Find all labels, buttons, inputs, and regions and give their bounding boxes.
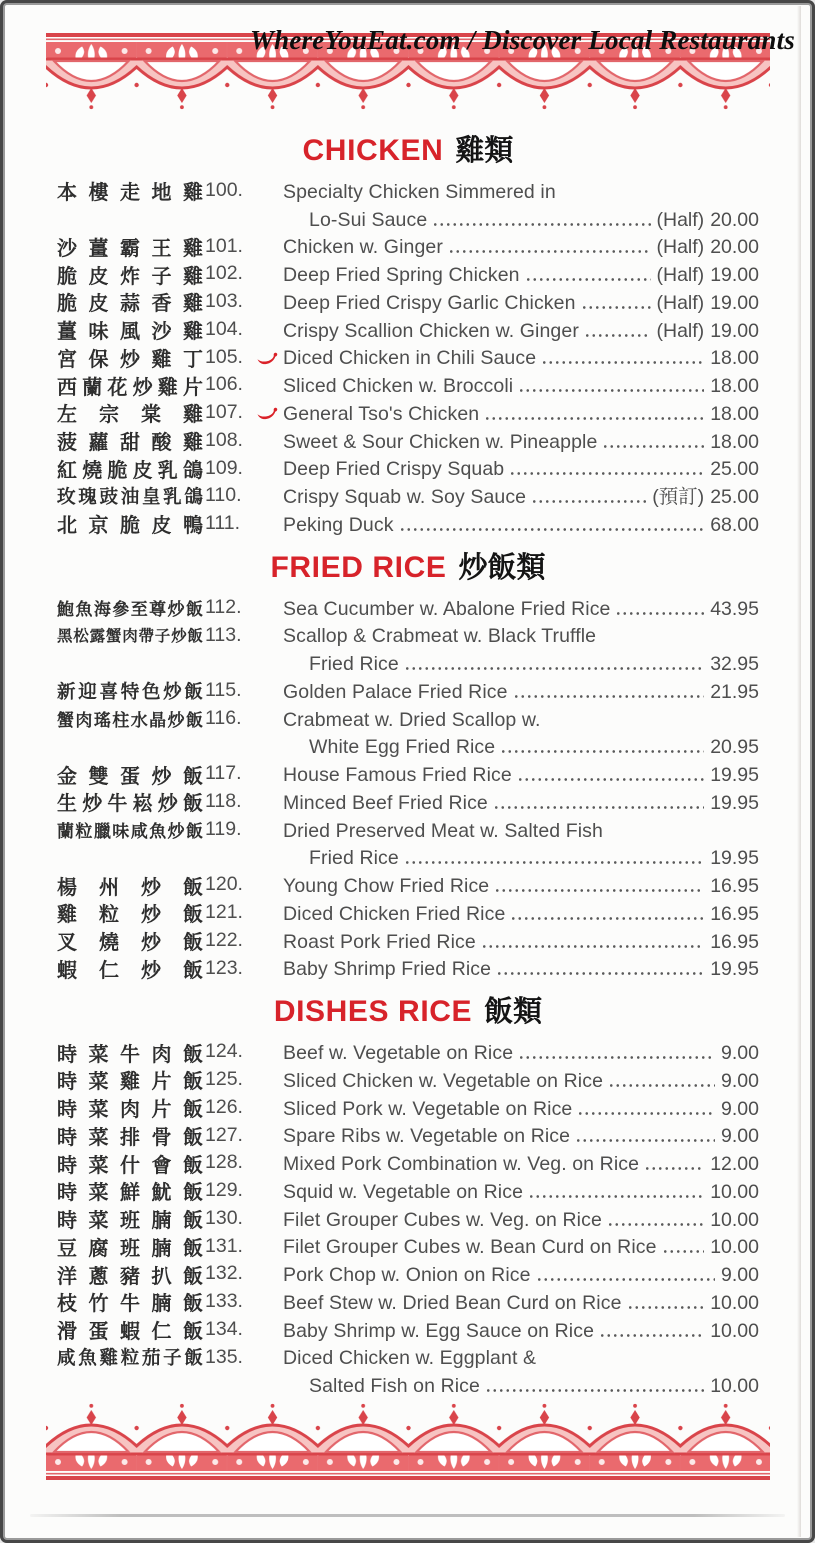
menu [57,133,759,1399]
item-name-zh: 脆 皮 炸 子 雞 [57,265,203,288]
item-name-zh: 蘭 粒 臘 味 咸 魚 炒 飯 [57,822,203,842]
section-title-zh: 炒飯類 [458,551,546,584]
dotted-leader [581,306,651,309]
item-name-zh: 叉 燒 炒 飯 [57,932,203,955]
menu-item [57,455,759,483]
dotted-leader [615,612,704,615]
item-desc: Dried Preserved Meat w. Salted Fish [283,819,603,842]
section-title [57,550,759,588]
item-desc: Baby Shrimp Fried Rice [283,958,492,981]
item-price: 19.00 [710,319,759,342]
dotted-leader [575,1139,715,1142]
item-name-zh: 玫 瑰 豉 油 皇 乳 鴿 [57,486,203,508]
item-price: 19.00 [710,291,759,314]
item-desc: Sweet & Sour Chicken w. Pineapple [283,430,598,453]
item-name-zh: 西 蘭 花 炒 雞 片 [57,376,203,399]
item-desc: Roast Pork Fried Rice [283,930,476,953]
item-note: (Half) [656,236,705,259]
dotted-leader [500,750,704,753]
item-desc: General Tso's Chicken [283,402,480,425]
menu-item [57,260,759,288]
item-price: 32.95 [710,653,759,675]
item-name-zh: 時 菜 牛 肉 飯 [57,1043,203,1066]
watermark-text: WhereYouEat.com / Discover Local Restaurants [249,25,795,55]
dotted-leader [510,917,704,920]
spice-spacer [255,1233,283,1261]
spice-spacer [255,288,283,316]
item-desc: Peking Duck [283,513,394,536]
menu-item [57,316,759,344]
item-number: 135. [205,1345,243,1368]
spice-spacer [255,233,283,261]
item-price: 18.00 [710,347,759,370]
dotted-leader [404,861,704,864]
item-number: 106. [205,373,243,396]
item-price: 20.00 [710,236,759,259]
menu-section [57,994,759,1399]
menu-item [57,677,759,705]
item-price: 9.00 [721,1264,759,1286]
dotted-leader [517,778,704,781]
item-number: 119. [205,817,242,840]
item-desc: Fried Rice [309,653,399,675]
item-name-zh: 新 迎 喜 特 色 炒 飯 [57,680,203,702]
item-price: 21.95 [710,680,759,703]
spice-spacer [255,622,283,650]
item-number: 133. [205,1290,243,1312]
item-desc: Fried Rice [309,847,399,870]
item-number: 105. [205,345,243,368]
menu-section [57,133,759,538]
menu-item [57,1038,759,1066]
item-desc: Squid w. Vegetable on Rice [283,1180,524,1203]
dotted-leader [644,1167,704,1170]
item-price: 18.00 [710,430,759,453]
dotted-leader [599,1334,704,1337]
item-desc: Crispy Scallion Chicken w. Ginger [283,319,579,342]
menu-item [57,1233,759,1261]
dotted-leader [481,945,704,948]
item-name-zh: 宮 保 炒 雞 丁 [57,348,203,371]
item-price: 19.95 [710,847,759,870]
item-note: (Half) [656,208,705,231]
item-desc: Diced Chicken in Chili Sauce [283,347,537,370]
spice-spacer [255,1316,283,1344]
dotted-leader [513,695,705,698]
item-price: 9.00 [721,1069,759,1092]
item-price: 16.95 [710,875,759,897]
item-name-zh: 楊 州 炒 飯 [57,876,203,899]
item-number: 112. [205,595,242,618]
item-name-zh: 時 菜 班 腩 飯 [57,1210,203,1233]
spice-spacer [255,760,283,788]
dotted-leader [541,361,704,364]
item-desc: Beef Stew w. Dried Bean Curd on Rice [283,1291,622,1314]
spice-spacer [255,1149,283,1177]
spice-spacer [255,455,283,483]
item-number: 101. [205,234,243,257]
item-number: 132. [205,1262,243,1285]
item-desc: Sliced Chicken w. Vegetable on Rice [283,1069,604,1092]
menu-item [57,788,759,816]
section-title-en: CHICKEN [302,134,444,167]
menu-item [57,482,759,510]
item-price: 19.95 [710,764,759,786]
item-name-zh: 滑 蛋 蝦 仁 飯 [57,1321,203,1344]
item-desc: Diced Chicken w. Eggplant & [283,1347,537,1370]
item-name-zh: 沙 薑 霸 王 雞 [57,237,203,260]
item-desc: Deep Fried Spring Chicken [283,264,520,286]
item-name-zh: 時 菜 肉 片 飯 [57,1099,203,1122]
item-desc: Baby Shrimp w. Egg Sauce on Rice [283,1319,595,1342]
item-name-zh: 薑 味 風 沙 雞 [57,321,203,344]
item-name-zh: 本 樓 走 地 雞 [57,182,203,205]
item-number: 117. [205,762,242,785]
item-desc: White Egg Fried Rice [309,736,496,759]
menu-item [57,1149,759,1177]
item-number: 116. [205,706,242,729]
menu-item [57,1094,759,1122]
dotted-leader [518,1056,715,1059]
spice-spacer [255,427,283,455]
spice-spacer [255,371,283,399]
section-title-en: DISHES RICE [273,995,473,1029]
spice-spacer [255,1205,283,1233]
menu-item [57,622,759,678]
item-number: 125. [205,1068,243,1090]
item-desc: Golden Palace Fried Rice [283,680,508,703]
item-desc: Filet Grouper Cubes w. Bean Curd on Rice [283,1236,657,1259]
item-number: 122. [205,928,243,951]
item-price: 10.00 [710,1236,759,1259]
scan-crease [797,6,801,1537]
item-price: 19.95 [710,958,759,981]
menu-item [57,1316,759,1344]
menu-item [57,1260,759,1288]
scan-shadow-line [30,1514,785,1517]
item-price: 18.00 [710,375,759,397]
section-title [57,994,759,1032]
menu-item [57,288,759,316]
item-number: 107. [205,401,243,423]
menu-item [57,955,759,983]
item-price: 25.00 [710,458,759,481]
item-price: 20.95 [710,736,759,759]
dotted-leader [485,1389,704,1392]
dotted-leader [602,445,704,448]
dotted-leader [404,667,704,670]
spice-spacer [255,510,283,538]
item-desc: Sliced Pork w. Vegetable on Rice [283,1097,573,1120]
item-price: 16.95 [710,930,759,953]
spice-spacer [255,1066,283,1094]
item-desc: Scallop & Crabmeat w. Black Truffle [283,625,597,648]
spice-spacer [255,1260,283,1288]
section-title-en: FRIED RICE [270,550,447,584]
item-note: (Half) [656,291,705,314]
dotted-leader [493,806,704,809]
spice-spacer [255,927,283,955]
dotted-leader [577,1112,715,1115]
spice-spacer [255,482,283,510]
menu-item [57,1066,759,1094]
menu-item [57,927,759,955]
menu-item [57,1122,759,1150]
item-price: 9.00 [721,1097,759,1120]
section-title-zh: 雞類 [455,135,514,167]
item-desc: Chicken w. Ginger [283,236,443,259]
spice-spacer [255,1177,283,1205]
item-name-zh: 菠 蘿 甜 酸 雞 [57,432,203,455]
spice-spacer [255,1094,283,1122]
item-number: 124. [205,1040,243,1063]
spicy-chili-icon [255,344,283,372]
item-note: (預訂) [652,486,705,508]
item-desc: Deep Fried Crispy Garlic Chicken [283,291,576,314]
item-number: 127. [205,1123,243,1146]
spice-spacer [255,788,283,816]
item-name-zh: 蝦 仁 炒 飯 [57,959,203,982]
item-price: 19.00 [710,264,759,286]
item-name-zh: 時 菜 排 骨 飯 [57,1126,203,1149]
item-name-zh: 左 宗 棠 雞 [57,404,203,427]
item-number: 129. [205,1179,243,1201]
menu-item [57,399,759,427]
menu-item [57,177,759,233]
item-number: 108. [205,428,243,451]
spice-spacer [255,316,283,344]
item-note: (Half) [656,319,705,342]
item-name-zh: 雞 粒 炒 飯 [57,904,203,927]
item-name-zh: 北 京 脆 皮 鴨 [57,515,203,538]
dotted-leader [518,389,704,392]
item-price: 20.00 [710,208,759,231]
spice-spacer [255,1122,283,1150]
item-price: 10.00 [710,1208,759,1231]
item-desc: Mixed Pork Combination w. Veg. on Rice [283,1153,640,1175]
item-name-zh: 黑 松 露 蟹 肉 帶 子 炒 飯 [57,628,203,646]
item-name-zh: 時 菜 什 會 飯 [57,1154,203,1177]
menu-item [57,344,759,372]
item-price: 16.95 [710,902,759,925]
item-price: 9.00 [721,1125,759,1148]
item-desc: Crispy Squab w. Soy Sauce [283,486,527,508]
item-number: 120. [205,873,243,896]
ornamental-border-bottom [46,1402,770,1480]
item-number: 115. [205,679,242,701]
item-desc: Diced Chicken Fried Rice [283,902,506,925]
item-desc: Minced Beef Fried Rice [283,791,488,814]
item-name-zh: 洋 蔥 豬 扒 飯 [57,1265,203,1288]
item-name-zh: 咸 魚 雞 粒 茄 子 飯 [57,1347,203,1369]
item-number: 118. [205,790,242,812]
spice-spacer [255,871,283,899]
item-name-zh: 時 菜 鮮 魷 飯 [57,1182,203,1205]
item-price: 10.00 [710,1319,759,1342]
item-desc: Crabmeat w. Dried Scallop w. [283,708,541,731]
spice-spacer [255,955,283,983]
dotted-leader [536,1278,715,1281]
spice-spacer [255,1038,283,1066]
spice-spacer [255,177,283,205]
item-desc: Specialty Chicken Simmered in [283,180,556,203]
spicy-chili-icon [255,399,283,427]
item-name-zh: 脆 皮 蒜 香 雞 [57,293,203,316]
dotted-leader [432,223,650,226]
spice-spacer [255,594,283,622]
item-number: 109. [205,456,243,479]
dotted-leader [528,1195,704,1198]
item-desc: Lo-Sui Sauce [309,208,428,231]
item-desc: Spare Ribs w. Vegetable on Rice [283,1125,571,1148]
item-number: 123. [205,956,243,979]
menu-item [57,871,759,899]
item-number: 131. [205,1234,243,1257]
dotted-leader [525,278,651,281]
menu-item [57,1344,759,1400]
item-number: 103. [205,290,243,312]
dotted-leader [662,1250,705,1253]
spice-spacer [255,260,283,288]
item-price: 9.00 [721,1042,759,1064]
item-price: 43.95 [710,597,759,620]
dotted-leader [494,889,704,892]
dotted-leader [496,972,704,975]
item-note: (Half) [656,264,705,286]
dotted-leader [608,1084,715,1087]
item-number: 113. [205,623,242,646]
item-desc: Deep Fried Crispy Squab [283,458,505,481]
item-name-zh: 生 炒 牛 崧 炒 飯 [57,793,203,816]
section-title-zh: 飯類 [484,996,543,1029]
item-desc: Sea Cucumber w. Abalone Fried Rice [283,597,611,620]
item-price: 25.00 [710,486,759,508]
spice-spacer [255,677,283,705]
menu-item [57,1205,759,1233]
dotted-leader [509,472,704,475]
item-price: 18.00 [710,402,759,425]
dotted-leader [627,1306,705,1309]
spice-spacer [255,899,283,927]
menu-item [57,594,759,622]
item-desc: Beef w. Vegetable on Rice [283,1042,514,1064]
menu-item [57,705,759,761]
item-number: 128. [205,1151,243,1174]
dotted-leader [399,528,705,531]
item-number: 100. [205,179,243,201]
dotted-leader [531,500,646,503]
spice-spacer [255,705,283,733]
dotted-leader [584,334,651,337]
item-number: 134. [205,1317,243,1340]
menu-item [57,816,759,872]
item-name-zh: 時 菜 雞 片 飯 [57,1071,203,1094]
item-name-zh: 金 雙 蛋 炒 飯 [57,765,203,788]
menu-item [57,233,759,261]
item-name-zh: 豆 腐 班 腩 飯 [57,1237,203,1260]
spice-spacer [255,816,283,844]
item-price: 68.00 [710,513,759,536]
item-desc: Sliced Chicken w. Broccoli [283,375,514,397]
item-number: 111. [205,512,241,534]
item-desc: House Famous Fried Rice [283,764,512,786]
item-name-zh: 紅 燒 脆 皮 乳 鴿 [57,459,203,482]
item-number: 126. [205,1095,243,1118]
menu-item [57,899,759,927]
spice-spacer [255,1344,283,1372]
item-number: 130. [205,1206,243,1229]
item-number: 110. [205,484,242,507]
item-price: 12.00 [710,1153,759,1175]
menu-item [57,371,759,399]
item-number: 104. [205,317,243,340]
item-price: 19.95 [710,791,759,814]
item-price: 10.00 [710,1375,759,1397]
item-price: 10.00 [710,1291,759,1314]
item-name-zh: 鮑 魚 海 參 至 尊 炒 飯 [57,600,203,620]
item-number: 121. [205,901,243,923]
dotted-leader [607,1223,704,1226]
dotted-leader [448,250,651,253]
dotted-leader [484,417,704,420]
menu-item [57,510,759,538]
item-desc: Pork Chop w. Onion on Rice [283,1264,531,1286]
item-desc: Young Chow Fried Rice [283,875,490,897]
item-name-zh: 枝 竹 牛 腩 飯 [57,1293,203,1316]
menu-item [57,427,759,455]
item-desc: Salted Fish on Rice [309,1375,480,1397]
item-number: 102. [205,262,243,285]
item-desc: Filet Grouper Cubes w. Veg. on Rice [283,1208,602,1231]
menu-item [57,1288,759,1316]
item-price: 10.00 [710,1180,759,1203]
menu-item [57,760,759,788]
item-name-zh: 蟹 肉 瑤 柱 水 晶 炒 飯 [57,711,203,731]
menu-item [57,1177,759,1205]
section-title [57,133,759,171]
spice-spacer [255,1288,283,1316]
menu-section [57,550,759,983]
